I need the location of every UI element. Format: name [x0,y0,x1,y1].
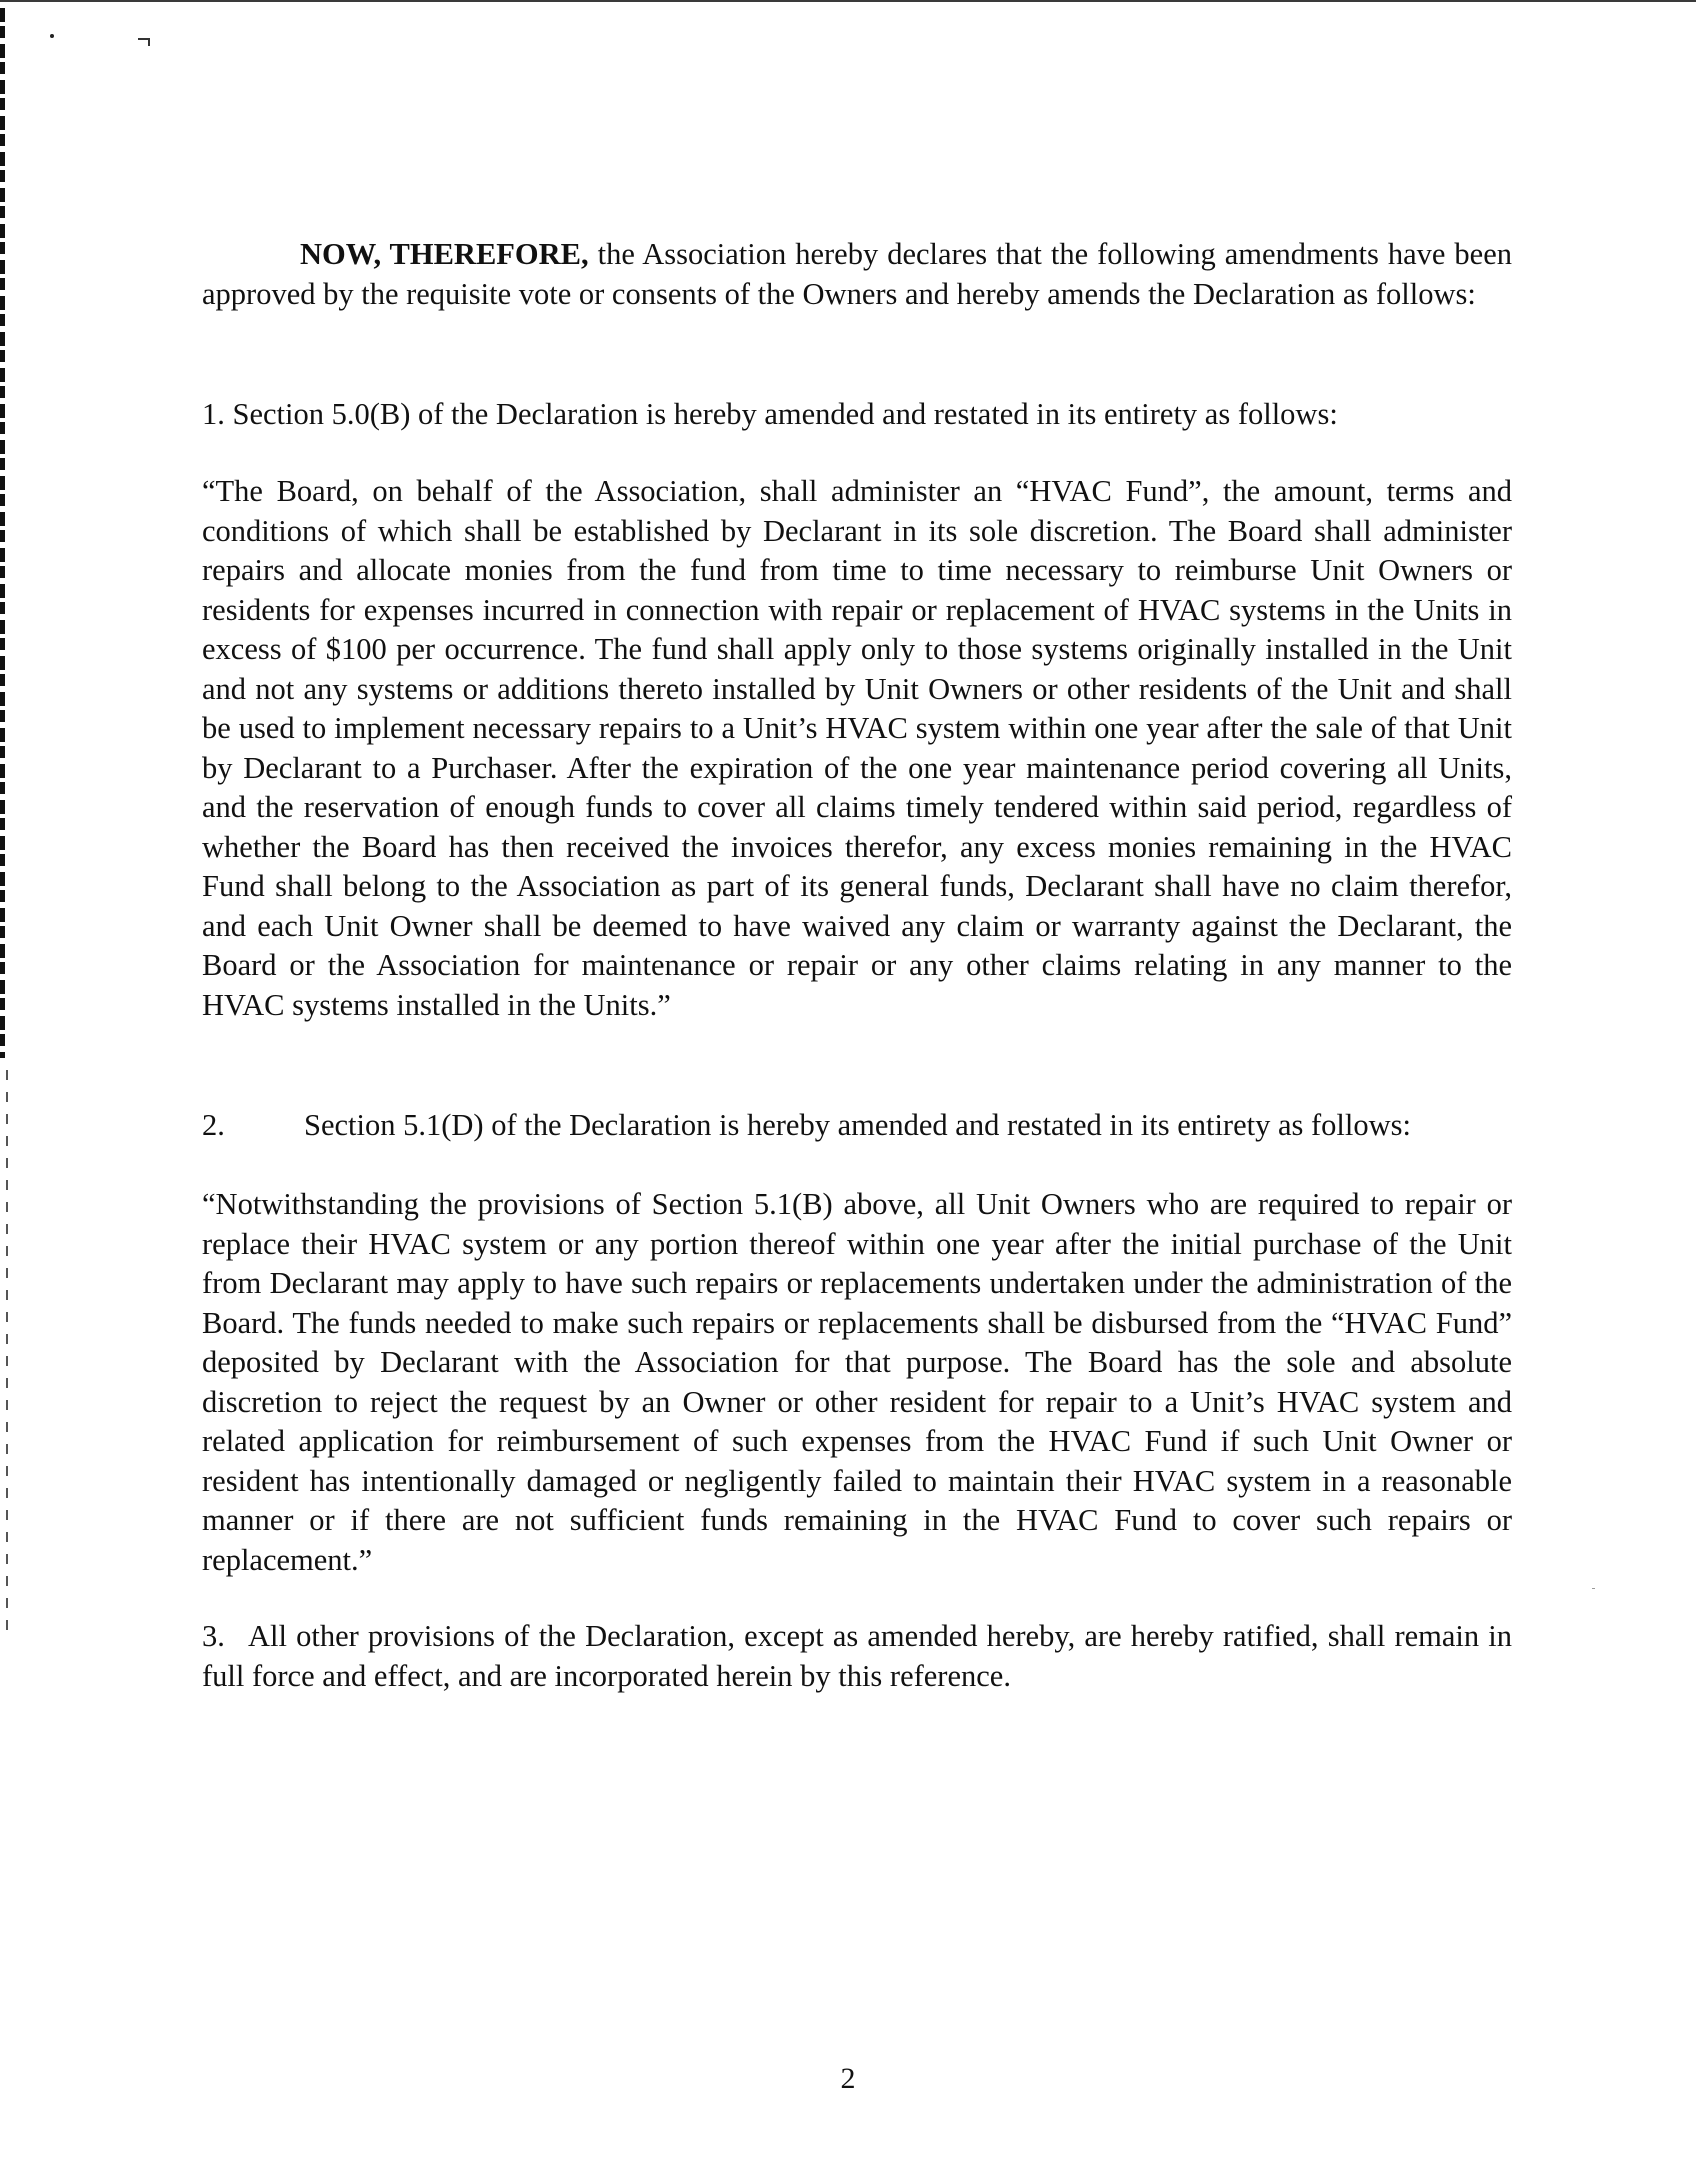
intro-lead: NOW, THEREFORE, [300,237,589,271]
intro-paragraph [202,235,1512,314]
intro-text: the Association hereby declares that the following amendments have been approved by the requisite vote or consents of the Owners and hereby amends the Declaration as follows: [202,237,1513,311]
item-2-text: Section 5.1(D) of the Declaration is hereby amended and restated in its entirety as follows: [304,1108,1411,1142]
scan-speck [50,34,54,38]
scan-speck-right [1592,1588,1595,1589]
amendment-2-quoted-text: “Notwithstanding the provisions of Section 5.1(B) above, all Unit Owners who are required to repair or replace their HVAC system or any portion thereof within one year after the initial purchase of the Unit from Declarant may apply to have such repairs or replacements undertaken under the administration of the Board. The funds needed to make such repairs or replacements shall be disbursed from the “HVAC Fund” deposited by Declarant with the Association for that purpose. The Board has the sole and absolute discretion to reject the request by an Owner or other resident for repair to a Unit’s HVAC system and related application for reimbursement of such expenses from the HVAC Fund if such Unit Owner or resident has intentionally damaged or negligently failed to maintain their HVAC system in a reasonable manner or if there are not sufficient funds remaining in the HVAC Fund to cover such repairs or replacement.” [202,1187,1512,1577]
item-3-number: 3. [202,1619,225,1653]
page-number: 2 [840,2062,856,2095]
amendment-item-1: 1. Section 5.0(B) of the Declaration is hereby amended and restated in its entirety as follows: [202,397,1338,431]
amendment-item-2 [202,1106,1512,1146]
scan-top-edge [0,0,1696,2]
item-2-number: 2. [202,1108,225,1142]
amendment-1-quoted-text: “The Board, on behalf of the Association, shall administer an “HVAC Fund”, the amount, terms and conditions of which shall be established by Declarant in its sole discretion. The Board shall administer repairs and allocate monies from the fund from time to time necessary to reimburse Unit Owners or residents for expenses incurred in connection with repair or replacement of HVAC systems in the Units in excess of $100 per occurrence. The fund shall apply only to those systems originally installed in the Unit and not any systems or additions thereto installed by Unit Owners or other residents of the Unit and shall be used to implement necessary repairs to a Unit’s HVAC system within one year after the sale of that Unit by Declarant to a Purchaser. After the expiration of the one year maintenance period covering all Units, and the reservation of enough funds to cover all claims timely tendered within said period, regardless of whether the Board has then received the invoices therefor, any excess monies remaining in the HVAC Fund shall belong to the Association as part of its general funds, Declarant shall have no claim therefor, and each Unit Owner shall be deemed to have waived any claim or warranty against the Declarant, the Board or the Association for maintenance or repair or any other claims relating in any manner to the HVAC systems installed in the Units.” [202,474,1512,1022]
scan-left-edge-artifact [0,8,5,1058]
item-3-text: All other provisions of the Declaration, except as amended hereby, are hereby ratified, shall remain in full force and effect, and are incorporated herein by this reference. [202,1619,1512,1693]
scan-mark [138,38,150,46]
scan-left-edge-artifact-lower [6,1070,8,1630]
amendment-item-3 [202,1617,1512,1696]
